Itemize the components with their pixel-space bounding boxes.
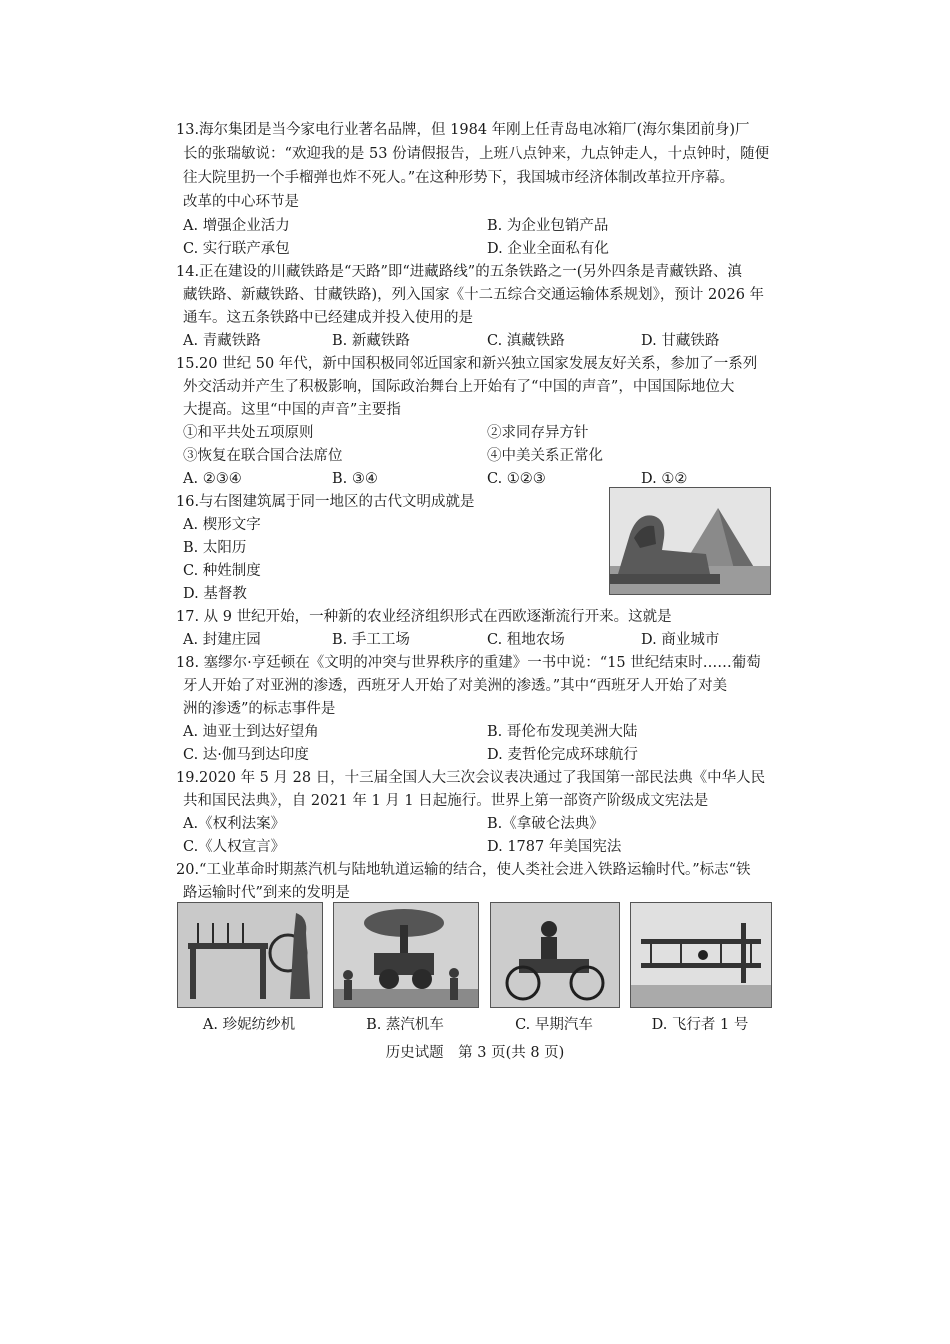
q15-item-2: ②求同存异方针: [487, 425, 589, 441]
q16-option-a: A. 楔形文字: [183, 517, 261, 533]
q13-option-b: B. 为企业包销产品: [487, 218, 609, 234]
q15-option-b: B. ③④: [332, 471, 378, 487]
q17-option-b: B. 手工工场: [332, 632, 410, 648]
q15-item-3: ③恢复在联合国合法席位: [183, 448, 343, 464]
q16-line-1: 16.与右图建筑属于同一地区的古代文明成就是: [176, 494, 475, 510]
q15-line-3: 大提高。这里“中国的声音”主要指: [183, 402, 401, 418]
q15-option-a: A. ②③④: [183, 471, 242, 487]
q14-option-d: D. 甘藏铁路: [641, 333, 720, 349]
q18-option-a: A. 迪亚士到达好望角: [183, 724, 319, 740]
q18-option-d: D. 麦哲伦完成环球航行: [487, 747, 638, 763]
q14-option-a: A. 青藏铁路: [183, 333, 261, 349]
q19-option-d: D. 1787 年美国宪法: [487, 839, 622, 855]
q14-option-c: C. 滇藏铁路: [487, 333, 565, 349]
q13-option-a: A. 增强企业活力: [183, 218, 290, 234]
q13-option-c: C. 实行联产承包: [183, 241, 290, 257]
caption-c: C. 早期汽车: [515, 1017, 593, 1033]
q15-item-1: ①和平共处五项原则: [183, 425, 314, 441]
q19-option-c: C.《人权宣言》: [183, 839, 286, 855]
q16-option-b: B. 太阳历: [183, 540, 247, 556]
q17-line-1: 17. 从 9 世纪开始，一种新的农业经济组织形式在西欧逐渐流行开来。这就是: [176, 609, 672, 625]
sphinx-pyramid-image: [609, 487, 771, 595]
q14-line-3: 通车。这五条铁路中已经建成并投入使用的是: [183, 310, 473, 326]
q18-line-1: 18. 塞缪尔·亨廷顿在《文明的冲突与世界秩序的重建》一书中说：“15 世纪结束时……葡萄: [176, 655, 761, 671]
q20-line-2: 路运输时代”到来的发明是: [183, 885, 350, 901]
q15-option-c: C. ①②③: [487, 471, 546, 487]
q18-line-3: 洲的渗透”的标志事件是: [183, 701, 336, 717]
q18-option-c: C. 达·伽马到达印度: [183, 747, 309, 763]
q20-line-1: 20.“工业革命时期蒸汽机与陆地轨道运输的结合，使人类社会进入铁路运输时代。”标志“铁: [176, 862, 751, 878]
steam-locomotive-image: [333, 902, 479, 1008]
q19-option-b: B.《拿破仑法典》: [487, 816, 604, 832]
q17-option-c: C. 租地农场: [487, 632, 565, 648]
caption-d: D. 飞行者 1 号: [651, 1017, 749, 1033]
q16-option-c: C. 种姓制度: [183, 563, 261, 579]
q19-line-1: 19.2020 年 5 月 28 日，十三届全国人大三次会议表决通过了我国第一部民法典《中华人民: [176, 770, 766, 786]
q13-line-2: 长的张瑞敏说：“欢迎我的是 53 份请假报告，上班八点钟来，九点钟走人，十点钟时，随便: [183, 146, 770, 162]
q14-option-b: B. 新藏铁路: [332, 333, 410, 349]
spinning-jenny-image: [177, 902, 323, 1008]
q17-option-d: D. 商业城市: [641, 632, 720, 648]
q14-line-1: 14.正在建设的川藏铁路是“天路”即“进藏路线”的五条铁路之一(另外四条是青藏铁路、滇: [176, 264, 742, 280]
q13-option-d: D. 企业全面私有化: [487, 241, 609, 257]
q17-option-a: A. 封建庄园: [183, 632, 261, 648]
early-automobile-image: [490, 902, 620, 1008]
q19-option-a: A.《权利法案》: [183, 816, 286, 832]
q13-line-3: 往大院里扔一个手榴弹也炸不死人。”在这种形势下，我国城市经济体制改革拉开序幕。: [183, 170, 735, 186]
q18-line-2: 牙人开始了对亚洲的渗透，西班牙人开始了对美洲的渗透。”其中“西班牙人开始了对美: [183, 678, 728, 694]
q18-option-b: B. 哥伦布发现美洲大陆: [487, 724, 638, 740]
q19-line-2: 共和国民法典》，自 2021 年 1 月 1 日起施行。世界上第一部资产阶级成文宪法是: [183, 793, 709, 809]
q14-line-2: 藏铁路、新藏铁路、甘藏铁路)，列入国家《十二五综合交通运输体系规划》，预计 2026 年: [183, 287, 765, 303]
q13-line-4: 改革的中心环节是: [183, 194, 299, 210]
wright-flyer-image: [630, 902, 772, 1008]
caption-b: B. 蒸汽机车: [366, 1017, 444, 1033]
caption-a: A. 珍妮纺纱机: [202, 1017, 296, 1033]
page-footer: 历史试题 第 3 页(共 8 页): [385, 1045, 565, 1061]
q15-line-1: 15.20 世纪 50 年代，新中国积极同邻近国家和新兴独立国家发展友好关系，参加了一系列: [176, 356, 758, 372]
q16-option-d: D. 基督教: [183, 586, 247, 602]
q15-line-2: 外交活动并产生了积极影响，国际政治舞台上开始有了“中国的声音”，中国国际地位大: [183, 379, 735, 395]
q13-line-1: 13.海尔集团是当今家电行业著名品牌，但 1984 年刚上任青岛电冰箱厂(海尔集团前身)厂: [176, 122, 750, 138]
q15-item-4: ④中美关系正常化: [487, 448, 603, 464]
q15-option-d: D. ①②: [641, 471, 688, 487]
